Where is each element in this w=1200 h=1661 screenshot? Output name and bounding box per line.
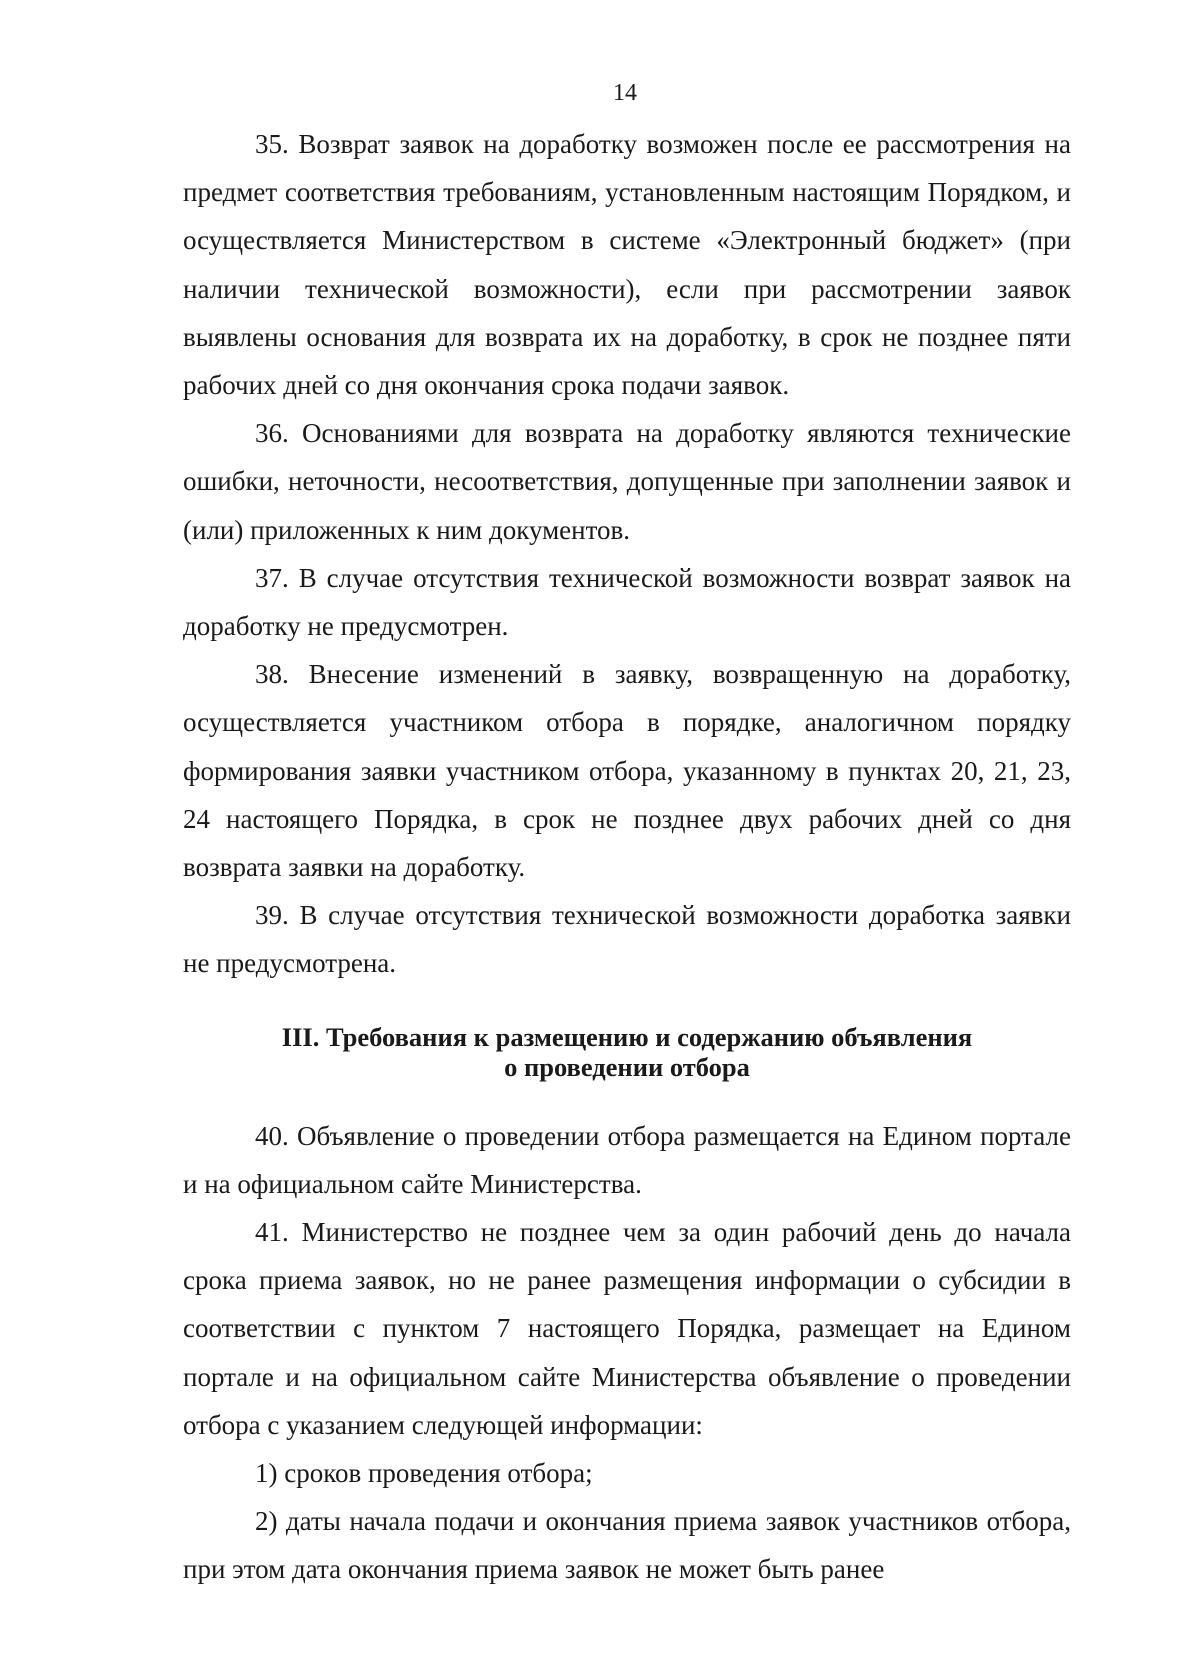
- paragraph-40: 40. Объявление о проведении отбора размещается на Едином портале и на официальном сайте Министерства.: [183, 1120, 1071, 1199]
- page-number: 14: [613, 80, 637, 106]
- paragraph-41: 41. Министерство не позднее чем за один рабочий день до начала срока приема заявок, но не ранее размещения информации о субсидии в соответствии с пунктом 7 настоящего Порядка, размещает на Едином портале и на официальном сайте Министерства объявление о проведении отбора с указанием следующей информации:: [183, 1217, 1071, 1440]
- document-body: [183, 120, 1071, 1594]
- section-heading: [183, 1022, 1071, 1082]
- paragraph-37: 37. В случае отсутствия технической возможности возврат заявок на доработку не предусмотрен.: [183, 562, 1071, 642]
- list-item-2: 2) даты начала подачи и окончания приема заявок участников отбора, при этом дата окончания приема заявок не может быть ранее: [183, 1506, 1071, 1585]
- section-heading-line-2: о проведении отбора: [504, 1051, 750, 1082]
- list-item-1: 1) сроков проведения отбора;: [255, 1458, 593, 1489]
- section-heading-line-1: III. Требования к размещению и содержанию объявления: [281, 1021, 973, 1052]
- paragraph-39: 39. В случае отсутствия технической возможности доработка заявки не предусмотрена.: [183, 900, 1071, 979]
- paragraph-36: 36. Основаниями для возврата на доработку являются технические ошибки, неточности, несоответствия, допущенные при заполнении заявок и (или) приложенных к ним документов.: [183, 418, 1071, 545]
- paragraph-38: 38. Внесение изменений в заявку, возвращенную на доработку, осуществляется участником отбора в порядке, аналогичном порядку формирования заявки участником отбора, указанному в пунктах 20, 21, 23, 24 настоящего Порядка, в срок не позднее двух рабочих дней со дня возврата заявки на доработку.: [183, 659, 1071, 883]
- paragraph-35: 35. Возврат заявок на доработку возможен после ее рассмотрения на предмет соответствия требованиям, установленным настоящим Порядком, и осуществляется Министерством в системе «Электронный бюджет» (при наличии технической возможности), если при рассмотрении заявок выявлены основания для возврата их на доработку, в срок не позднее пяти рабочих дней со дня окончания срока подачи заявок.: [183, 129, 1071, 401]
